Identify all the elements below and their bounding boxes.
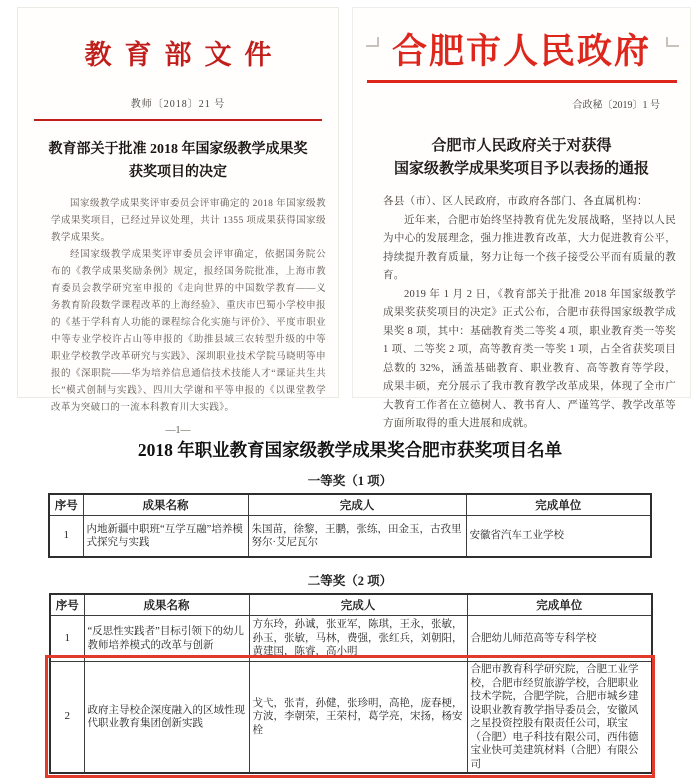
layout-corner-mark [666,37,679,47]
col-header-people: 完成人 [248,494,466,516]
awards-list-title: 2018 年职业教育国家级教学成果奖合肥市获奖项目名单 [137,440,563,460]
table-row [50,616,652,662]
hefei-doc-title-line1: 合肥市人民政府关于对获得 [431,137,612,154]
col-header-no: 序号 [49,494,83,516]
moe-doc-red-header: 教育部文件 [84,40,285,70]
col-header-people: 完成人 [249,594,467,616]
table-header-row [49,494,651,516]
page-number: —1— [165,425,191,437]
col-header-org: 完成单位 [466,494,651,516]
hefei-gov-red-header: 合肥市人民政府 [391,32,651,71]
hefei-doc-number: 合政秘〔2019〕1 号 [572,100,660,111]
col-header-org: 完成单位 [467,594,652,616]
second-prize-table [49,593,653,774]
moe-document-page [17,7,339,437]
first-prize-table [48,493,652,558]
awards-list-section [0,420,700,774]
moe-doc-number: 教师〔2018〕21 号 [130,99,226,110]
hefei-paragraph: 近年来，合肥市始终坚持教育优先发展战略，坚持以人民为中心的发展理念，强力推进教育改革，大力促进教育公平，持续提升教育质量，努力让每一个孩子接受公平而有质量的教育。 [383,214,676,281]
hefei-document-page [352,7,691,429]
moe-doc-title-line1: 教育部关于批准 2018 年国家级教学成果奖 [48,142,308,157]
cell-people: 方东玲，孙诚，张亚军，陈琪，王永，张敏，孙玉，张敏，马林，费强，张红兵，刘朝阳，黄建国，陈睿，高小明 [249,616,467,662]
red-divider-line [34,119,322,121]
moe-paragraph: 国家级教学成果奖评审委员会评审确定的 2018 年国家级教学成果奖项目，已经过异议处理，共计 1355 项成果获得国家级教学成果奖。 [51,199,326,244]
table-row-highlighted [50,662,652,774]
col-header-name: 成果名称 [83,494,248,516]
second-prize-table-wrap [49,593,651,774]
hefei-paragraph: 2019 年 1 月 2 日，《教育部关于批准 2018 年国家级教学成果奖获奖项目的决定》正式公布，合肥市获得国家级教学成果奖 8 项，其中：基础教育类二等奖 4 项，职业教育类一等奖 1 项、二等奖 2 项，高等教育类一等奖 1 项，占全省获奖项目总数的 32%，涵盖基础教育、职业教育、高等教育等学段，成果丰硕，充分展示了我市教育教学改革成果，体现了全市广大教育工作者在立德树人、教书育人、严谨笃学、教学改革等方面所取得的重大进展和成就。 [383,288,676,429]
layout-corner-mark [366,37,379,47]
cell-org: 合肥幼儿师范高等专科学校 [467,616,652,662]
cell-name: “反思性实践者”目标引领下的幼儿教师培养模式的改革与创新 [84,616,249,662]
hefei-doc-body [383,193,676,434]
cell-org: 安徽省汽车工业学校 [466,516,651,558]
moe-paragraph: 经国家级教学成果奖评审委员会评审确定，依据国务院公布的《教学成果奖励条例》规定，报经国务院批准，上海市教育委员会教学研究室申报的《走向世界的中国数学教育——义务教育阶段数学课程改革的上海经验》、重庆市巴蜀小学校申报的《基于学科育人功能的课程综合化实施与评价》、平度市职业中等专业学校许占山等申报的《助推县域三农转型升级的中等职业学校教学改革研究与实践》、深圳职业技术学院马晓明等申报的《深职院——华为培养信息通信技术技能人才“课证共生共长”模式创制与实践》、四川大学谢和平等申报的《以课堂教学改革为突破口的一流本科教育川大实践》。 [51,250,326,414]
cell-org: 合肥市教育科学研究院，合肥工业学校，合肥市经贸旅游学校，合肥职业技术学院，合肥学院，合肥市城乡建设职业教育教学指导委员会，安徽风之星投资控股有限责任公司，联宝（合肥）电子科技有限公司，西伟德宝业快可美建筑材料（合肥）有限公司 [467,662,652,774]
red-divider-line [367,80,677,83]
moe-doc-title [18,139,338,184]
moe-doc-title-line2: 获奖项目的决定 [129,164,227,180]
cell-people: 戈弋，张青，孙健，张珍明，高艳，庞春梗，方波，李朝荣，王荣村，葛学亮，宋扬，杨安栓 [249,662,467,774]
moe-doc-body [51,196,326,417]
table-header-row [50,594,652,616]
cell-no: 2 [50,662,84,774]
table-row [49,516,651,558]
hefei-doc-title [353,135,690,180]
cell-name: 内地新疆中职班“互学互融”培养模式探究与实践 [83,516,248,558]
cell-no: 1 [50,616,84,662]
second-prize-label: 二等奖（2 项） [307,574,393,588]
first-prize-label: 一等奖（1 项） [307,474,393,488]
salutation-line: 各县（市）、区人民政府，市政府各部门、各直属机构： [383,196,648,207]
hefei-doc-title-line2: 国家级教学成果奖项目予以表扬的通报 [393,159,649,177]
cell-people: 朱国苗，徐黎，王鹏，张练，田金玉，古孜里努尔·艾尼瓦尔 [248,516,466,558]
col-header-no: 序号 [50,594,84,616]
col-header-name: 成果名称 [84,594,249,616]
cell-name: 政府主导校企深度融入的区域性现代职业教育集团创新实践 [84,662,249,774]
cell-no: 1 [49,516,83,558]
